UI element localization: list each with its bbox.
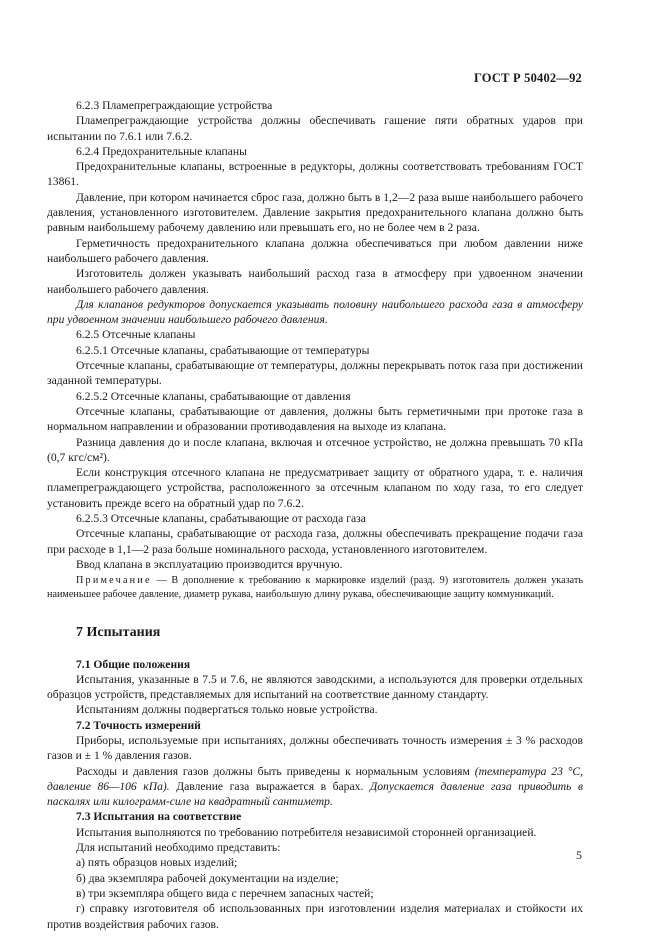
section-7-1-paragraph: Испытания, указанные в 7.5 и 7.6, не являются заводскими, а используются для проверки отдельных образцов устройств, представляемых для испытаний на соответствие данному стандарту. [47, 672, 583, 702]
section-6-2-5-3-paragraph: Отсечные клапаны, срабатывающие от расхода газа, должны обеспечивать прекращение подачи газа при расходе в 1,1—2 раза больше номинального расхода, установленного изготовителем. [47, 527, 583, 556]
italic-text-run: Допускается давление газа приводить в паскалях или килограмм-силе на квадратный сантиметр. [47, 779, 583, 809]
document-header: ГОСТ Р 50402—92 [473, 71, 582, 85]
text-run: Давление газа выражается в барах. [169, 779, 370, 793]
section-6-2-5-2-paragraph: Отсечные клапаны, срабатывающие от давления, должны быть герметичными при протоке газа в нормальном направлении и образовании противодавления на выходе из клапана. [47, 404, 583, 434]
note-label: Примечание [76, 575, 152, 587]
section-6-2-4-title: 6.2.4 Предохранительные клапаны [76, 144, 247, 158]
italic-text-run: (температура 23 °С, давление 86—106 кПа). [47, 764, 584, 793]
section-6-2-5-2-paragraph: Если конструкция отсечного клапана не предусматривает защиту от обратного удара, т. е. наличия пламепреграждающего устройства, расположенного за отсечным клапаном по ходу газа, то его следует установить прежде всего на обратный удар по 7.6.2. [47, 466, 583, 510]
section-6-2-5-3-paragraph: Ввод клапана в эксплуатацию производится вручную. [76, 557, 343, 571]
section-7-2-paragraph [47, 764, 583, 810]
list-item: а) пять образцов новых изделий; [76, 856, 238, 870]
note-text: — В дополнение к требованию к маркировке изделий (разд. 9) изготовитель должен указать наименьшее рабочее давление, диаметр рукава, наибольшую длину рукава, обеспечивающие защиту коммуникаций. [47, 575, 584, 600]
list-item: г) справку изготовителя об использованных при изготовлении изделия материалах и стойкости их против воздействия рабочих газов. [47, 902, 583, 931]
section-6-2-4-italic-paragraph: Для клапанов редукторов допускается указывать половину наибольшего расхода газа в атмосферу при удвоенном значении наибольшего рабочего давления. [47, 297, 583, 327]
section-6-2-5-1-title: 6.2.5.1 Отсечные клапаны, срабатывающие от температуры [76, 343, 370, 357]
section-7-1-title: 7.1 Общие положения [76, 657, 191, 671]
section-7-1-paragraph: Испытаниям должны подвергаться только новые устройства. [76, 703, 378, 717]
list-item: в) три экземпляра общего вида с перечнем запасных частей; [76, 886, 374, 900]
section-7-heading: 7 Испытания [76, 625, 161, 641]
note [47, 574, 583, 601]
section-7-3-title: 7.3 Испытания на соответствие [76, 810, 242, 824]
section-6-2-5-2-paragraph: Разница давления до и после клапана, включая и отсечное устройство, не должна превышать 70 кПа (0,7 кгс/см²). [47, 435, 583, 464]
section-7-2-title: 7.2 Точность измерений [76, 718, 201, 732]
page-number: 5 [576, 848, 582, 862]
section-6-2-4-paragraph: Изготовитель должен указывать наибольший расход газа в атмосферу при удвоенном значении наибольшего рабочего давления. [47, 267, 583, 296]
section-7-3-paragraph: Для испытаний необходимо представить: [76, 841, 281, 855]
list-item: б) два экземпляра рабочей документации на изделие; [76, 871, 339, 885]
section-6-2-5-1-text: Отсечные клапаны, срабатывающие от температуры, должны перекрывать поток газа при достижении заданной температуры. [47, 359, 583, 388]
section-6-2-4-paragraph: Предохранительные клапаны, встроенные в редукторы, должны соответствовать требованиям ГОСТ 13861. [47, 160, 583, 189]
section-6-2-5-title: 6.2.5 Отсечные клапаны [76, 328, 196, 342]
section-6-2-4-paragraph: Герметичность предохранительного клапана должна обеспечиваться при любом давлении ниже наибольшего рабочего давления. [47, 236, 583, 265]
section-6-2-4-paragraph: Давление, при котором начинается сброс газа, должно быть в 1,2—2 раза выше наибольшего рабочего давления, установленного изготовителем. Давление закрытия предохранительного клапана должно быть равным наибольшему рабочему давлению или превышать его, но не более чем в 2 раза. [47, 190, 583, 235]
section-7-3-paragraph: Испытания выполняются по требованию потребителя независимой сторонней организацией. [76, 825, 537, 839]
section-6-2-3-text: Пламепреграждающие устройства должны обеспечивать гашение пяти обратных ударов при испытании по 7.6.1 или 7.6.2. [47, 114, 583, 143]
text-run: Расходы и давления газов должны быть приведены к нормальным условиям [76, 764, 475, 778]
document-body [47, 98, 583, 932]
section-6-2-5-3-title: 6.2.5.3 Отсечные клапаны, срабатывающие от расхода газа [76, 512, 366, 526]
section-6-2-3-title: 6.2.3 Пламепреграждающие устройства [76, 99, 273, 112]
section-7-2-paragraph: Приборы, используемые при испытаниях, должны обеспечивать точность измерения ± 3 % расходов газов и ± 1 % давления газов. [47, 733, 583, 763]
section-6-2-5-2-title: 6.2.5.2 Отсечные клапаны, срабатывающие от давления [76, 389, 351, 403]
